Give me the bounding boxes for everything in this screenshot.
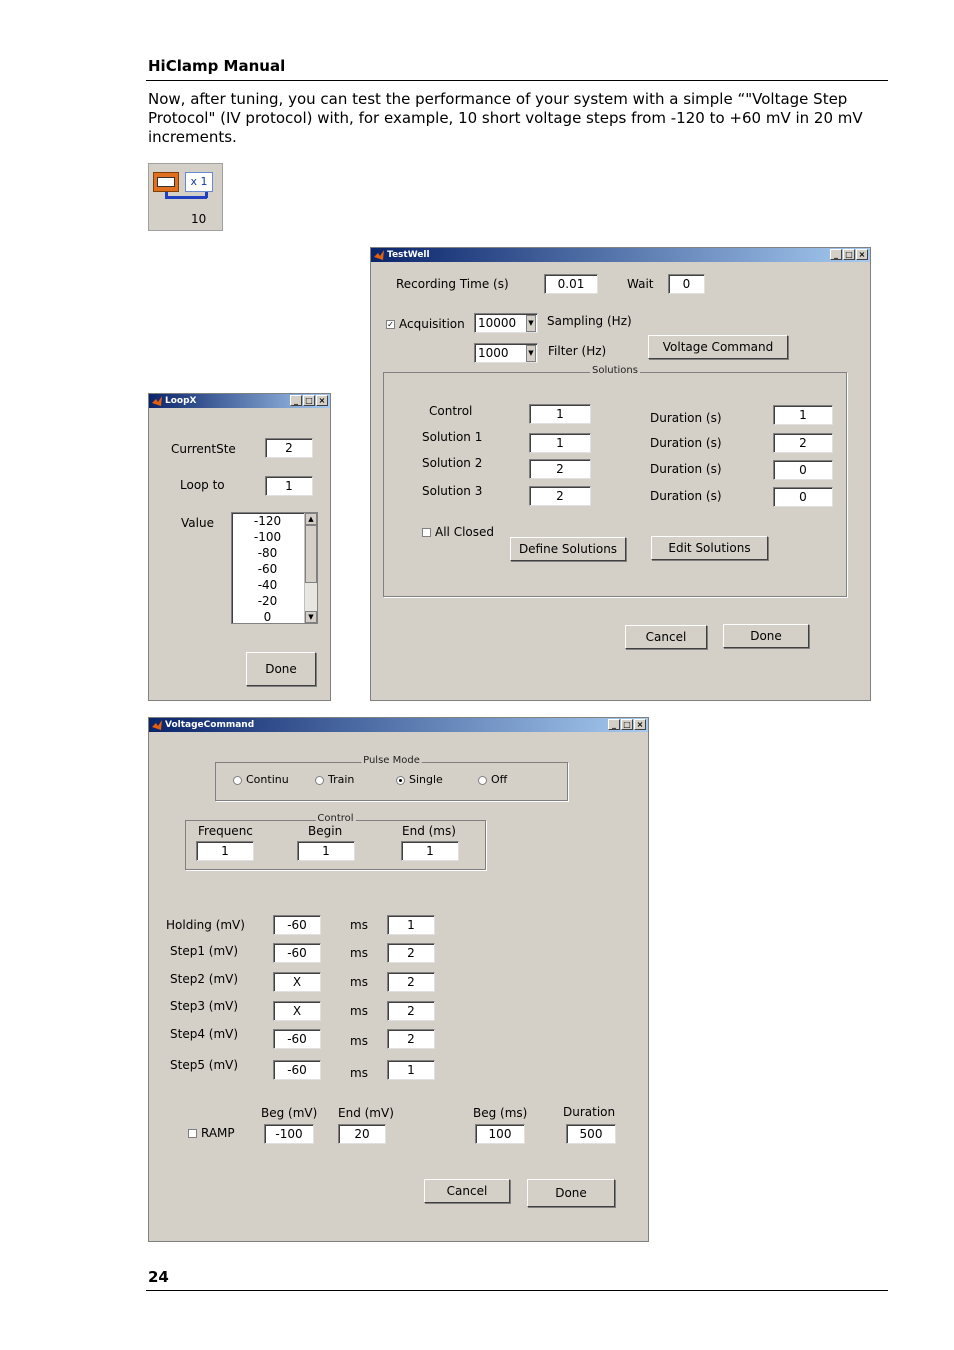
step-label: Step1 (mV) bbox=[170, 944, 239, 958]
loopx-window bbox=[148, 393, 331, 701]
scroll-up-icon[interactable]: ▲ bbox=[305, 513, 317, 525]
duration-label: Duration (s) bbox=[650, 462, 722, 476]
matlab-icon bbox=[152, 720, 162, 730]
ramp-checkbox[interactable] bbox=[188, 1129, 197, 1138]
loopx-done-button[interactable]: Done bbox=[246, 652, 316, 686]
beg-mv-label: Beg (mV) bbox=[261, 1106, 318, 1120]
pulse-mode-group bbox=[215, 755, 568, 801]
all-closed-label: All Closed bbox=[435, 525, 494, 539]
scroll-thumb[interactable] bbox=[305, 525, 317, 583]
solution-label: Control bbox=[429, 404, 473, 418]
done-button[interactable]: Done bbox=[723, 624, 809, 648]
solution-value-input[interactable]: 1 bbox=[529, 433, 591, 453]
maximize-icon[interactable]: □ bbox=[621, 719, 633, 730]
duration-label: Duration (s) bbox=[650, 411, 722, 425]
edit-solutions-button[interactable]: Edit Solutions bbox=[651, 536, 768, 560]
mode-single-radio[interactable] bbox=[396, 776, 405, 785]
loop-count: 10 bbox=[191, 212, 207, 226]
duration-input[interactable]: 0 bbox=[773, 487, 833, 507]
solution-label: Solution 3 bbox=[422, 484, 483, 498]
testwell-window bbox=[370, 247, 871, 701]
step-ms-input[interactable]: 1 bbox=[387, 915, 435, 935]
beg-ms-label: Beg (ms) bbox=[473, 1106, 528, 1120]
step-mv-input[interactable]: -60 bbox=[273, 1060, 321, 1080]
list-item[interactable]: -120 bbox=[253, 514, 282, 528]
ms-label: ms bbox=[350, 946, 368, 960]
step-ms-input[interactable]: 2 bbox=[387, 1001, 435, 1021]
loopx-title: LoopX bbox=[165, 396, 197, 406]
step-mv-input[interactable]: X bbox=[273, 1001, 321, 1021]
list-item[interactable]: 0 bbox=[263, 610, 272, 624]
wait-label: Wait bbox=[627, 277, 654, 291]
value-scrollbar[interactable] bbox=[304, 513, 317, 623]
begin-input[interactable]: 1 bbox=[297, 841, 355, 861]
pulse-mode-title: Pulse Mode bbox=[363, 755, 420, 766]
sampling-select[interactable]: 10000 ▼ bbox=[474, 313, 538, 333]
recording-time-input[interactable]: 0.01 bbox=[544, 274, 598, 294]
solution-label: Solution 1 bbox=[422, 430, 483, 444]
all-closed-checkbox[interactable] bbox=[422, 528, 431, 537]
footer-rule bbox=[146, 1290, 888, 1291]
current-step-input[interactable]: 2 bbox=[265, 438, 313, 458]
step-label: Holding (mV) bbox=[166, 918, 245, 932]
duration-label: Duration (s) bbox=[650, 436, 722, 450]
ms-label: ms bbox=[350, 918, 368, 932]
cancel-button[interactable]: Cancel bbox=[625, 625, 707, 649]
loopx-titlebar[interactable] bbox=[149, 394, 330, 408]
step-mv-input[interactable]: -60 bbox=[273, 915, 321, 935]
ms-label: ms bbox=[350, 975, 368, 989]
voltage-command-window bbox=[148, 717, 649, 1242]
mode-label: Continu bbox=[246, 773, 289, 786]
voltage-command-title: VoltageCommand bbox=[165, 720, 255, 730]
loop-block[interactable] bbox=[148, 163, 223, 231]
mode-continu-radio[interactable] bbox=[233, 776, 242, 785]
ms-label: ms bbox=[350, 1034, 368, 1048]
cancel-button[interactable]: Cancel bbox=[424, 1179, 510, 1203]
testwell-title: TestWell bbox=[387, 250, 430, 260]
loop-to-label: Loop to bbox=[180, 478, 225, 492]
list-item[interactable]: -20 bbox=[257, 594, 278, 608]
ms-label: ms bbox=[350, 1066, 368, 1080]
define-solutions-button[interactable]: Define Solutions bbox=[510, 537, 626, 561]
solutions-group bbox=[383, 365, 847, 597]
duration-input[interactable]: 0 bbox=[773, 460, 833, 480]
loop-to-input[interactable]: 1 bbox=[265, 476, 313, 496]
ramp-end-mv-input[interactable]: 20 bbox=[338, 1124, 386, 1144]
control-title: Control bbox=[317, 813, 354, 824]
minimize-icon[interactable]: _ bbox=[830, 249, 842, 260]
mode-label: Train bbox=[328, 773, 355, 786]
ramp-beg-ms-input[interactable]: 100 bbox=[475, 1124, 525, 1144]
minimize-icon[interactable]: _ bbox=[290, 395, 302, 406]
header-rule bbox=[146, 80, 888, 81]
value-label: Value bbox=[181, 516, 214, 530]
maximize-icon[interactable]: □ bbox=[303, 395, 315, 406]
value-listbox[interactable] bbox=[231, 512, 318, 624]
list-item[interactable]: -40 bbox=[257, 578, 278, 592]
filter-select[interactable]: 1000 ▼ bbox=[474, 343, 538, 363]
multiplier-icon: x 1 bbox=[185, 172, 213, 192]
list-item[interactable]: -60 bbox=[257, 562, 278, 576]
solution-label: Solution 2 bbox=[422, 456, 483, 470]
end-label: End (ms) bbox=[402, 824, 456, 838]
step-label: Step3 (mV) bbox=[170, 999, 239, 1013]
close-icon[interactable]: × bbox=[856, 249, 868, 260]
pulse-generator-icon bbox=[153, 172, 179, 192]
step-label: Step2 (mV) bbox=[170, 972, 239, 986]
frequency-label: Frequenc bbox=[198, 824, 253, 838]
ramp-label: RAMP bbox=[201, 1126, 235, 1140]
acquisition-checkbox[interactable]: ✓ bbox=[387, 320, 394, 329]
frequency-input[interactable]: 1 bbox=[196, 841, 254, 861]
duration-label: Duration bbox=[563, 1105, 616, 1119]
page-number: 24 bbox=[148, 1268, 169, 1286]
end-mv-label: End (mV) bbox=[338, 1106, 394, 1120]
step-label: Step5 (mV) bbox=[170, 1058, 239, 1072]
begin-label: Begin bbox=[308, 824, 343, 838]
wait-input[interactable]: 0 bbox=[668, 274, 705, 294]
mode-label: Single bbox=[409, 773, 443, 786]
intro-paragraph: Now, after tuning, you can test the performance of your system with a simple “"Voltage Step Protocol" (IV protocol) with, for example, 10 short voltage steps from -120 to +60 mV in 20 mV increments. bbox=[148, 90, 863, 146]
step-ms-input[interactable]: 2 bbox=[387, 1029, 435, 1049]
manual-title: HiClamp Manual bbox=[148, 57, 286, 75]
list-item[interactable]: -100 bbox=[253, 530, 282, 544]
scroll-down-icon[interactable]: ▼ bbox=[305, 611, 317, 623]
acquisition-label: Acquisition bbox=[399, 317, 465, 331]
mode-label: Off bbox=[491, 773, 508, 786]
done-button[interactable]: Done bbox=[527, 1179, 615, 1207]
maximize-icon[interactable]: □ bbox=[843, 249, 855, 260]
step-label: Step4 (mV) bbox=[170, 1027, 239, 1041]
duration-label: Duration (s) bbox=[650, 489, 722, 503]
filter-label: Filter (Hz) bbox=[548, 344, 607, 358]
close-icon[interactable]: × bbox=[316, 395, 328, 406]
chevron-down-icon: ▼ bbox=[526, 345, 536, 362]
solution-value-input[interactable]: 2 bbox=[529, 486, 591, 506]
mode-off-radio[interactable] bbox=[478, 776, 487, 785]
solution-value-input[interactable]: 1 bbox=[529, 404, 591, 424]
sampling-label: Sampling (Hz) bbox=[547, 314, 632, 328]
recording-time-label: Recording Time (s) bbox=[396, 277, 509, 291]
current-step-label: CurrentSte bbox=[171, 442, 236, 456]
close-icon[interactable]: × bbox=[634, 719, 646, 730]
matlab-icon bbox=[374, 250, 384, 260]
step-mv-input[interactable]: -60 bbox=[273, 1029, 321, 1049]
duration-input[interactable]: 2 bbox=[773, 433, 833, 453]
ramp-duration-input[interactable]: 500 bbox=[566, 1124, 616, 1144]
solutions-title: Solutions bbox=[592, 365, 638, 376]
ms-label: ms bbox=[350, 1004, 368, 1018]
mode-train-radio[interactable] bbox=[315, 776, 324, 785]
step-mv-input[interactable]: -60 bbox=[273, 943, 321, 963]
ramp-beg-mv-input[interactable]: -100 bbox=[264, 1124, 314, 1144]
voltage-command-titlebar[interactable] bbox=[149, 718, 648, 732]
voltage-command-button[interactable]: Voltage Command bbox=[648, 335, 788, 359]
testwell-titlebar[interactable] bbox=[371, 248, 870, 262]
step-ms-input[interactable]: 1 bbox=[387, 1060, 435, 1080]
end-input[interactable]: 1 bbox=[401, 841, 459, 861]
step-mv-input[interactable]: X bbox=[273, 972, 321, 992]
duration-input[interactable]: 1 bbox=[773, 405, 833, 425]
step-ms-input[interactable]: 2 bbox=[387, 943, 435, 963]
solution-value-input[interactable]: 2 bbox=[529, 459, 591, 479]
list-item[interactable]: -80 bbox=[257, 546, 278, 560]
control-group bbox=[185, 813, 486, 870]
chevron-down-icon: ▼ bbox=[526, 315, 536, 332]
minimize-icon[interactable]: _ bbox=[608, 719, 620, 730]
step-ms-input[interactable]: 2 bbox=[387, 972, 435, 992]
matlab-icon bbox=[152, 396, 162, 406]
